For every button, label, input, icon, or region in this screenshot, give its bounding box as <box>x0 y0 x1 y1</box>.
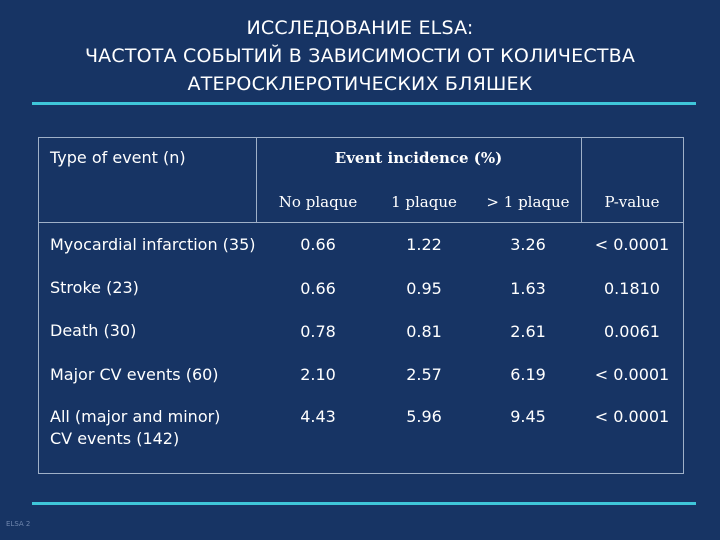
table-cell: 0.78 <box>300 322 336 341</box>
row-label-death: Death (30) <box>50 321 137 340</box>
table-cell: 2.10 <box>300 365 336 384</box>
table-cell: 9.45 <box>510 407 546 426</box>
table-cell: 0.66 <box>300 235 336 254</box>
header-event-type: Type of event (n) <box>50 148 186 167</box>
table-header-divider <box>38 222 684 223</box>
row-label-major-cv-events: Major CV events (60) <box>50 365 219 384</box>
column-header-p-value: P-value <box>604 193 660 211</box>
table-cell: < 0.0001 <box>594 365 670 384</box>
table-cell: 0.0061 <box>604 322 660 341</box>
table-cell: 0.95 <box>406 279 442 298</box>
table-cell: 0.1810 <box>604 279 660 298</box>
column-header-more-than-1-plaque: > 1 plaque <box>486 193 570 211</box>
table-cell: 2.61 <box>510 322 546 341</box>
header-event-incidence: Event incidence (%) <box>334 149 503 167</box>
bottom-divider <box>32 502 696 505</box>
footer-tag: ELSA 2 <box>6 520 31 528</box>
table-cell: 5.96 <box>406 407 442 426</box>
table-cell: 0.81 <box>406 322 442 341</box>
title-line-3: АТЕРОСКЛЕРОТИЧЕСКИХ БЛЯШЕК <box>187 73 533 95</box>
row-label-all-cv-events: All (major and minor) <box>50 407 221 426</box>
table-cell: 3.26 <box>510 235 546 254</box>
title-line-2: ЧАСТОТА СОБЫТИЙ В ЗАВИСИМОСТИ ОТ КОЛИЧЕСТВА <box>84 45 636 67</box>
column-header-no-plaque: No plaque <box>278 193 358 211</box>
table-cell: 0.66 <box>300 279 336 298</box>
table-cell: 1.63 <box>510 279 546 298</box>
table-cell: < 0.0001 <box>594 407 670 426</box>
table-cell: 1.22 <box>406 235 442 254</box>
row-label-all-cv-events-line-2: CV events (142) <box>50 429 180 448</box>
top-divider <box>32 102 696 105</box>
table-cell: 6.19 <box>510 365 546 384</box>
column-header-1-plaque: 1 plaque <box>391 193 457 211</box>
table-cell: 4.43 <box>300 407 336 426</box>
table-cell: < 0.0001 <box>594 235 670 254</box>
row-label-myocardial-infarction: Myocardial infarction (35) <box>50 235 256 254</box>
slide-title <box>0 14 720 98</box>
row-label-stroke: Stroke (23) <box>50 278 139 297</box>
title-line-1: ИССЛЕДОВАНИЕ ELSA: <box>246 17 474 39</box>
table-cell: 2.57 <box>406 365 442 384</box>
